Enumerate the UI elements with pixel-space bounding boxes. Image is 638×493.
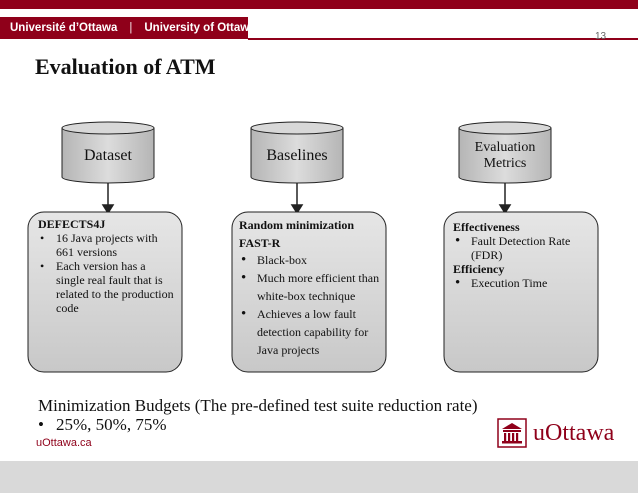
- evaluation-metrics-label-line2: Metrics: [483, 156, 527, 171]
- university-banner: [0, 17, 256, 39]
- effectiveness-bullet: Fault Detection Rate (FDR): [471, 234, 571, 262]
- dataset-label: Dataset: [84, 147, 132, 164]
- uottawa-logo: [497, 418, 614, 448]
- list-item: • Fault Detection Rate (FDR): [455, 233, 571, 262]
- university-name-en: University of Ottawa: [144, 22, 256, 34]
- budget-bullet: •: [38, 415, 44, 434]
- list-item: • Execution Time: [455, 275, 548, 291]
- baselines-heading-2: FAST-R: [239, 236, 281, 250]
- list-item: • 16 Java projects with 661 versions: [40, 231, 158, 259]
- evaluation-metrics-label: [459, 140, 551, 172]
- slide-number: 13: [595, 31, 607, 42]
- university-name-fr: Université d’Ottawa: [10, 22, 118, 34]
- top-brand-bar: [0, 0, 638, 9]
- university-building-icon: [497, 418, 527, 448]
- dataset-heading: DEFECTS4J: [38, 217, 106, 231]
- footer-bar: [0, 461, 638, 493]
- evaluation-metrics-label-line1: Evaluation: [474, 140, 536, 155]
- dataset-box-text: [38, 217, 174, 315]
- logo-text: uOttawa: [533, 419, 615, 446]
- baselines-label: Baselines: [266, 147, 328, 164]
- efficiency-bullet: Execution Time: [471, 276, 548, 290]
- list-item: • Much more efficient than white-box technique: [241, 270, 380, 303]
- slide-title: Evaluation of ATM: [35, 54, 216, 79]
- list-item: • Black-box: [241, 252, 307, 268]
- metrics-box-text: [453, 220, 593, 290]
- list-item: • Achieves a low fault detection capability for Java projects: [241, 306, 369, 357]
- list-item: • Each version has a single real fault that is related to the production code: [40, 259, 174, 315]
- budget-values: 25%, 50%, 75%: [56, 415, 167, 434]
- banner-separator: |: [129, 22, 133, 34]
- efficiency-heading: Efficiency: [453, 262, 505, 276]
- baselines-bullet-1: Black-box: [257, 253, 307, 267]
- baselines-bullet-2: Much more efficient than white-box technique: [257, 271, 380, 303]
- dataset-bullet-1: 16 Java projects with 661 versions: [56, 231, 158, 259]
- site-url: uOttawa.ca: [36, 437, 92, 449]
- baselines-heading-1: Random minimization: [239, 218, 355, 232]
- baselines-bullet-3: Achieves a low fault detection capability for Java projects: [257, 307, 369, 357]
- dataset-bullet-2: Each version has a single real fault that is related to the production code: [56, 259, 174, 315]
- baselines-box-text: [239, 217, 381, 359]
- effectiveness-heading: Effectiveness: [453, 220, 520, 234]
- header-rule: [248, 38, 638, 40]
- budget-list-item: [38, 415, 166, 435]
- budget-text: Minimization Budgets (The pre-defined test suite reduction rate): [38, 396, 478, 415]
